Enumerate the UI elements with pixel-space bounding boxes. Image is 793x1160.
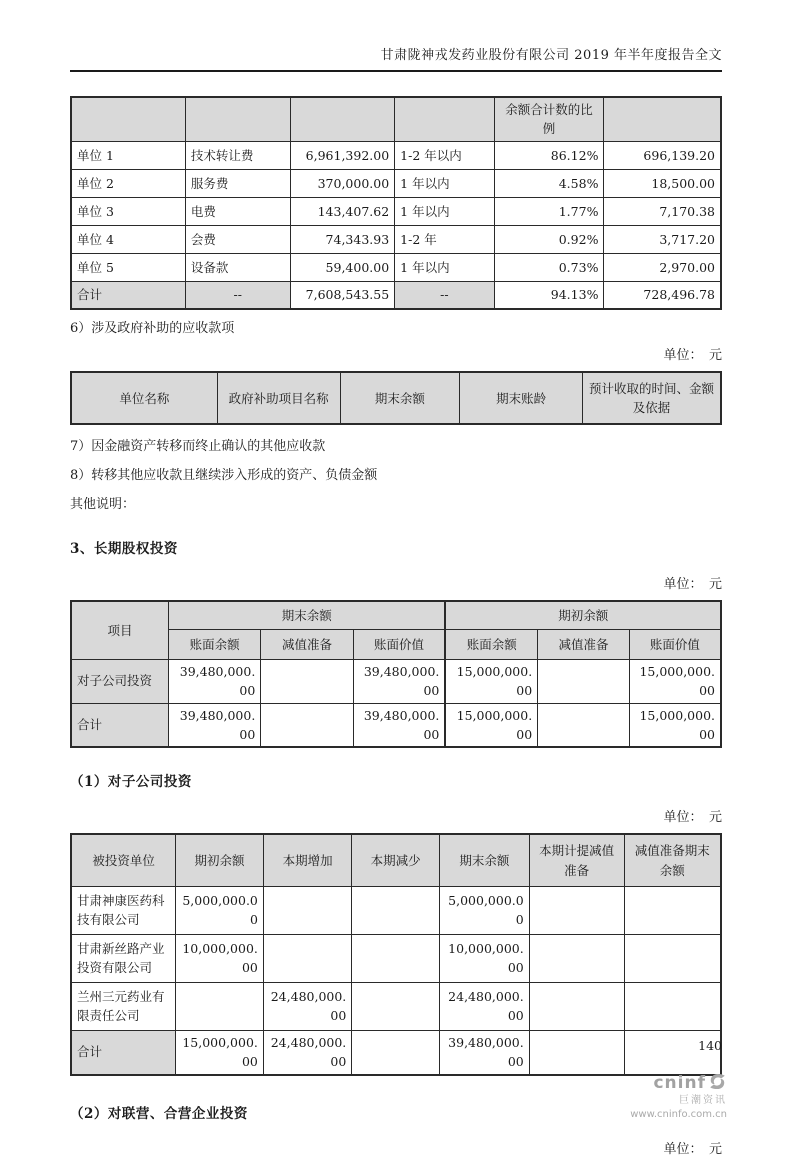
table-cell: 期初余额	[176, 834, 264, 886]
table-cell: 39,480,000.00	[169, 659, 261, 703]
table-cell: 单位 1	[71, 141, 185, 169]
header-divider	[70, 70, 722, 72]
cninfo-swirl-icon	[708, 1072, 727, 1095]
unit-label: 单位： 元	[663, 348, 722, 364]
table-cell: 合计	[71, 281, 185, 309]
item7-label: 7）因金融资产转移而终止确认的其他应收款	[70, 439, 326, 455]
table-cell: 账面价值	[353, 629, 445, 659]
table-cell: 1 年以内	[395, 253, 494, 281]
table-subheader-row	[71, 629, 721, 659]
table-cell: 39,480,000.00	[169, 703, 261, 747]
table-cell: 设备款	[185, 253, 290, 281]
table-row	[71, 982, 721, 1030]
table-total-row	[71, 281, 721, 309]
cninfo-logo-text: cninf	[653, 1072, 706, 1093]
table-cell	[185, 97, 290, 141]
table-cell: 减值准备	[261, 629, 353, 659]
table-cell	[624, 886, 721, 934]
table-cell: 6,961,392.00	[290, 141, 395, 169]
table-cell: 24,480,000.00	[263, 982, 351, 1030]
table-cell: 单位 4	[71, 225, 185, 253]
table-cell: 电费	[185, 197, 290, 225]
table-cell: 0.92%	[494, 225, 604, 253]
table-cell	[352, 934, 440, 982]
table-cell	[538, 703, 630, 747]
table-cell: 甘肃神康医药科技有限公司	[71, 886, 176, 934]
table-cell: 15,000,000.00	[629, 703, 721, 747]
table-cell: 2,970.00	[604, 253, 721, 281]
unit-label: 单位： 元	[663, 810, 722, 826]
table-header-row	[71, 601, 721, 629]
table-cell	[538, 659, 630, 703]
table-cell: 服务费	[185, 169, 290, 197]
table-cell: 728,496.78	[604, 281, 721, 309]
table-cell: 696,139.20	[604, 141, 721, 169]
table-row	[71, 169, 721, 197]
table-cell: 本期增加	[263, 834, 351, 886]
table-cell	[529, 982, 624, 1030]
table-total-row	[71, 1030, 721, 1074]
table-cell: 会费	[185, 225, 290, 253]
table-cell: 39,480,000.00	[440, 1030, 530, 1074]
table-cell: 7,170.38	[604, 197, 721, 225]
subsidiary-table	[70, 833, 722, 1075]
table-cell: 24,480,000.00	[263, 1030, 351, 1074]
table-cell: --	[395, 281, 494, 309]
table-cell: 4.58%	[494, 169, 604, 197]
table-cell	[529, 1030, 624, 1074]
table-cell: 单位 2	[71, 169, 185, 197]
table-cell: 合计	[71, 1030, 176, 1074]
table-total-row	[71, 703, 721, 747]
table-cell: 兰州三元药业有限责任公司	[71, 982, 176, 1030]
table-cell: 59,400.00	[290, 253, 395, 281]
table-cell: 74,343.93	[290, 225, 395, 253]
lt-equity-table	[70, 600, 722, 748]
table-row	[71, 659, 721, 703]
table-header-row	[71, 834, 721, 886]
table-cell: 1 年以内	[395, 197, 494, 225]
table-cell	[261, 659, 353, 703]
cninfo-logo-url: www.cninfo.com.cn	[630, 1108, 727, 1120]
table-cell: 10,000,000.00	[176, 934, 264, 982]
table-cell: 余额合计数的比例	[494, 97, 604, 141]
sub1-title: （1）对子公司投资	[70, 774, 192, 791]
table-cell	[604, 97, 721, 141]
table-cell: 7,608,543.55	[290, 281, 395, 309]
table-row	[71, 253, 721, 281]
table-cell: 15,000,000.00	[445, 659, 537, 703]
table-cell	[261, 703, 353, 747]
table-cell: 3,717.20	[604, 225, 721, 253]
page-title: 甘肃陇神戎发药业股份有限公司 2019 年半年度报告全文	[380, 48, 722, 63]
table-cell: 本期减少	[352, 834, 440, 886]
table-cell: 期末余额	[440, 834, 530, 886]
table-cell: 合计	[71, 703, 169, 747]
table-cell: 单位 3	[71, 197, 185, 225]
cninfo-logo-cn: 巨潮资讯	[679, 1095, 727, 1107]
table-cell: 5,000,000.00	[440, 886, 530, 934]
table-cell	[352, 1030, 440, 1074]
table-row	[71, 886, 721, 934]
table-header-row	[71, 372, 721, 424]
table-cell: 86.12%	[494, 141, 604, 169]
table-cell: 被投资单位	[71, 834, 176, 886]
table-cell: 减值准备	[538, 629, 630, 659]
table-cell: 370,000.00	[290, 169, 395, 197]
table-cell: 期初余额	[445, 601, 721, 629]
unit-label: 单位： 元	[663, 1141, 722, 1157]
table-header-row	[71, 97, 721, 141]
table-cell	[71, 97, 185, 141]
table-cell: 18,500.00	[604, 169, 721, 197]
table-cell: 预计收取的时间、金额及依据	[583, 372, 721, 424]
table-cell: 账面余额	[169, 629, 261, 659]
table-cell	[263, 886, 351, 934]
table-cell: 39,480,000.00	[353, 703, 445, 747]
table-cell	[263, 934, 351, 982]
table-cell: 1-2 年以内	[395, 141, 494, 169]
table-cell: 143,407.62	[290, 197, 395, 225]
table-cell: 期末余额	[169, 601, 446, 629]
table-cell: 单位 5	[71, 253, 185, 281]
item8-label: 8）转移其他应收款且继续涉入形成的资产、负债金额	[70, 468, 378, 484]
section3-title: 3、长期股权投资	[70, 541, 178, 558]
other-receivables-table	[70, 96, 722, 310]
table-cell: 10,000,000.00	[440, 934, 530, 982]
table-cell: 94.13%	[494, 281, 604, 309]
table-cell	[624, 982, 721, 1030]
table-cell: 5,000,000.00	[176, 886, 264, 934]
unit-label: 单位： 元	[663, 577, 722, 593]
table-cell: 期末余额	[340, 372, 460, 424]
table-cell	[529, 934, 624, 982]
table-cell: 期末账龄	[460, 372, 583, 424]
table-cell: 减值准备期末余额	[624, 834, 721, 886]
table-cell: 15,000,000.00	[176, 1030, 264, 1074]
table-cell	[176, 982, 264, 1030]
table-cell: 政府补助项目名称	[217, 372, 340, 424]
table-row	[71, 934, 721, 982]
table-row	[71, 141, 721, 169]
page-number: 140	[698, 1038, 722, 1053]
table-row	[71, 225, 721, 253]
table-cell: 1.77%	[494, 197, 604, 225]
table-cell: 账面价值	[629, 629, 721, 659]
sub2-title: （2）对联营、合营企业投资	[70, 1105, 248, 1122]
table-cell: 项目	[71, 601, 169, 659]
table-cell: 对子公司投资	[71, 659, 169, 703]
table-cell: 1-2 年	[395, 225, 494, 253]
other-note-label: 其他说明：	[70, 497, 136, 513]
table-cell: 15,000,000.00	[445, 703, 537, 747]
table-cell: 0.73%	[494, 253, 604, 281]
table-cell: 技术转让费	[185, 141, 290, 169]
table-cell	[290, 97, 395, 141]
table-cell: 15,000,000.00	[629, 659, 721, 703]
table-cell: --	[185, 281, 290, 309]
table-cell: 39,480,000.00	[353, 659, 445, 703]
table-cell	[529, 886, 624, 934]
table-cell	[395, 97, 494, 141]
table-cell	[624, 934, 721, 982]
table-cell: 本期计提减值准备	[529, 834, 624, 886]
cninfo-logo	[630, 1072, 727, 1120]
table-cell: 账面余额	[445, 629, 537, 659]
table-cell	[352, 886, 440, 934]
table-cell	[352, 982, 440, 1030]
table-cell: 24,480,000.00	[440, 982, 530, 1030]
table-cell: 单位名称	[71, 372, 217, 424]
item6-label: 6）涉及政府补助的应收款项	[70, 321, 235, 337]
table-row	[71, 197, 721, 225]
gov-subsidy-table	[70, 371, 722, 425]
table-cell: 1 年以内	[395, 169, 494, 197]
table-cell: 甘肃新丝路产业投资有限公司	[71, 934, 176, 982]
